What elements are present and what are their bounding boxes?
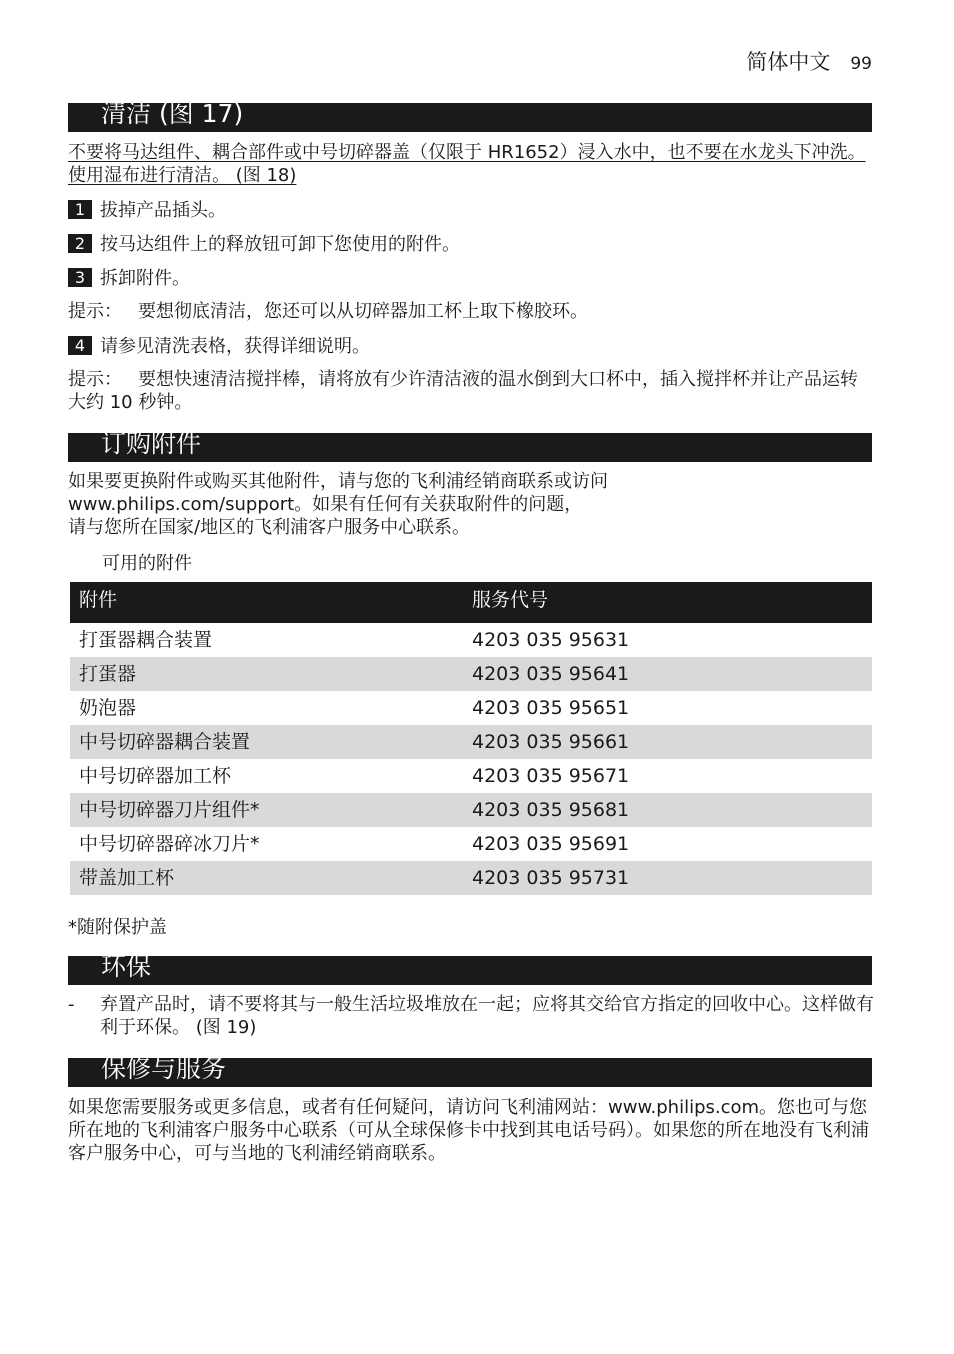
accessories-intro [68, 470, 872, 539]
step-number: 2 [68, 234, 92, 253]
step-3 [68, 267, 190, 287]
guarantee-text: 如果您需要服务或更多信息，或者有任何疑问，请访问飞利浦网站：www.philips.com。您也可与您所在地的飞利浦客户服务中心联系（可从全球保修卡中找到其电话号码）。如果您的所在地没有飞利浦客户服务中心，可与当地的飞利浦经销商联系。 [68, 1097, 869, 1164]
service-code: 4203 035 95641 [472, 663, 630, 685]
step-2 [68, 233, 460, 253]
table-row [70, 861, 872, 895]
tip-thorough-clean [68, 300, 874, 323]
service-code: 4203 035 95671 [472, 765, 630, 787]
service-code: 4203 035 95681 [472, 799, 630, 821]
tip-label: 提示： [68, 301, 122, 322]
section-title-environment: 环保 [101, 952, 152, 981]
tip-label: 提示： [68, 369, 122, 390]
page-header [746, 46, 872, 76]
table-row [70, 623, 872, 657]
step-number: 1 [68, 200, 92, 219]
intro-line: 如果要更换附件或购买其他附件，请与您的飞利浦经销商联系或访问 [68, 471, 608, 492]
service-code: 4203 035 95631 [472, 629, 630, 651]
section-environment-header [68, 952, 872, 985]
table-row [70, 725, 872, 759]
section-guarantee-header [68, 1054, 872, 1087]
service-code: 4203 035 95691 [472, 833, 630, 855]
bullet-text: 弃置产品时，请不要将其与一般生活垃圾堆放在一起；应将其交给官方指定的回收中心。这样做有利于环保。 (图 19) [100, 994, 874, 1038]
step-number: 4 [68, 336, 92, 355]
table-footnote: *随附保护盖 [68, 917, 167, 938]
step-text: 拆卸附件。 [100, 268, 190, 289]
section-title-guarantee: 保修与服务 [101, 1054, 227, 1083]
service-code: 4203 035 95651 [472, 697, 630, 719]
table-row [70, 759, 872, 793]
column-header-service-code: 服务代号 [472, 589, 549, 611]
section-accessories-header [68, 429, 872, 462]
accessory-name: 打蛋器耦合装置 [79, 629, 213, 651]
accessory-name: 奶泡器 [79, 697, 137, 719]
table-row [70, 827, 872, 861]
accessory-name: 带盖加工杯 [79, 867, 175, 889]
section-title-cleaning: 清洁 (图 17) [101, 99, 244, 128]
accessories-table [70, 582, 872, 895]
page-number: 99 [850, 54, 872, 74]
table-row [70, 657, 872, 691]
accessory-name: 中号切碎器刀片组件* [79, 799, 260, 821]
service-code: 4203 035 95661 [472, 731, 630, 753]
intro-line: 请与您所在国家/地区的飞利浦客户服务中心联系。 [68, 517, 471, 538]
step-text: 按马达组件上的释放钮可卸下您使用的附件。 [100, 234, 460, 255]
column-header-accessory: 附件 [79, 589, 118, 611]
tip-quick-clean [68, 368, 874, 414]
step-4 [68, 335, 370, 355]
accessory-name: 打蛋器 [79, 663, 137, 685]
section-cleaning-header [68, 99, 872, 132]
language-label: 简体中文 [746, 50, 831, 74]
accessory-name: 中号切碎器加工杯 [79, 765, 232, 787]
table-header [70, 582, 872, 623]
step-1 [68, 199, 226, 219]
table-row [70, 691, 872, 725]
intro-line: www.philips.com/support。如果有任何有关获取附件的问题， [68, 494, 583, 515]
step-text: 拔掉产品插头。 [100, 200, 226, 221]
table-row [70, 793, 872, 827]
step-text: 请参见清洗表格，获得详细说明。 [100, 336, 370, 357]
section-title-accessories: 订购附件 [101, 429, 202, 458]
table-caption: 可用的附件 [102, 553, 192, 574]
step-number: 3 [68, 268, 92, 287]
cleaning-warning: 不要将马达组件、耦合部件或中号切碎器盖（仅限于 HR1652）浸入水中，也不要在水龙头下冲洗。使用湿布进行清洁。 (图 18) [68, 142, 866, 186]
bullet-dash: - [68, 994, 75, 1015]
accessory-name: 中号切碎器碎冰刀片* [79, 833, 260, 855]
service-code: 4203 035 95731 [472, 867, 630, 889]
tip-text: 要想彻底清洁，您还可以从切碎器加工杯上取下橡胶环。 [138, 301, 588, 322]
accessory-name: 中号切碎器耦合装置 [79, 731, 251, 753]
tip-text: 要想快速清洁搅拌棒，请将放有少许清洁液的温水倒到大口杯中，插入搅拌杯并让产品运转大约 10 秒钟。 [68, 369, 858, 413]
environment-bullet [68, 993, 874, 1039]
